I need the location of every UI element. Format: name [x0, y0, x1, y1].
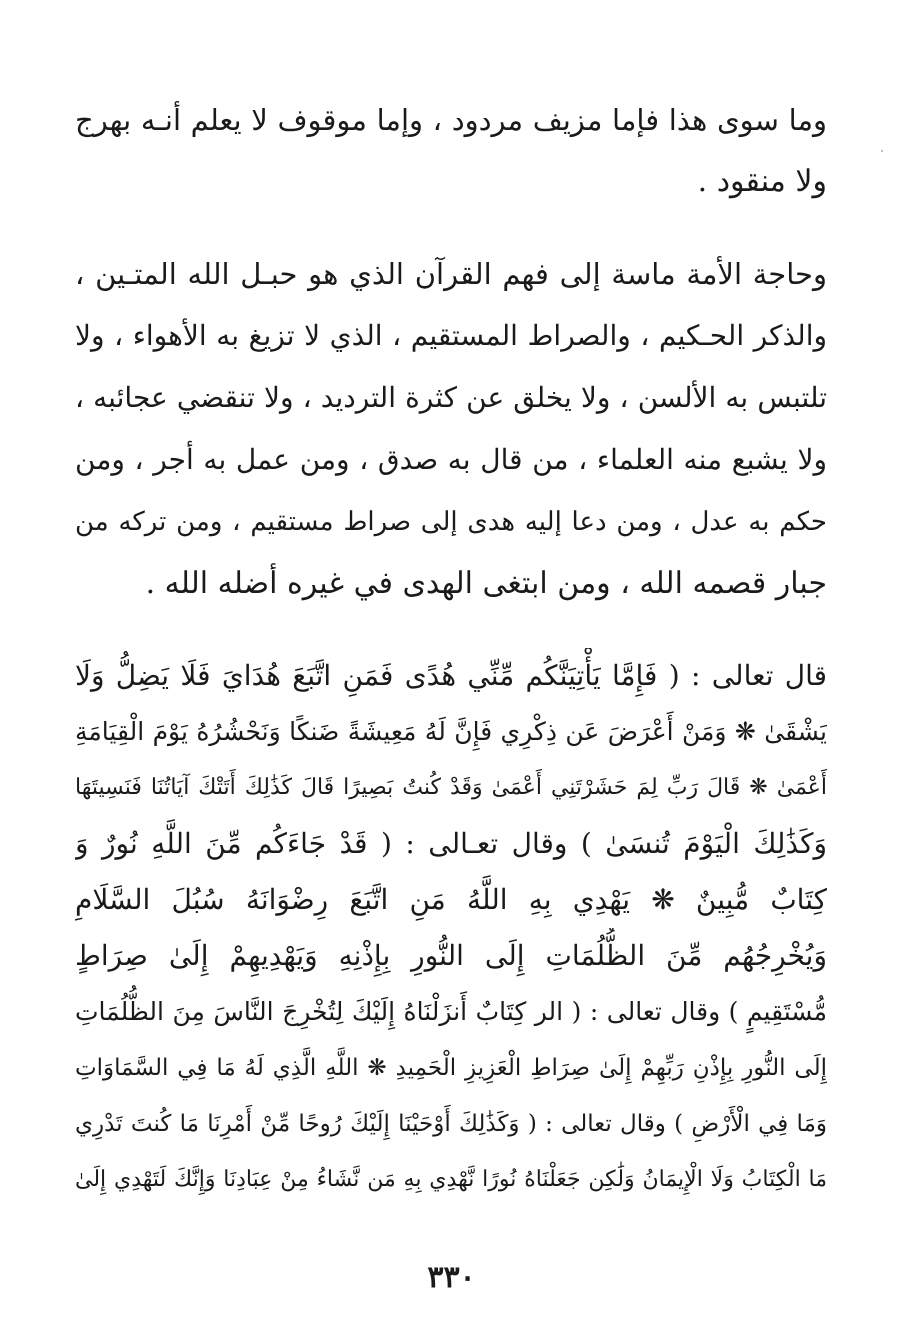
text-line: تلتبس به الألسن ، ولا يخلق عن كثرة الترديد ، ولا تنقضي عجائبه ،: [75, 381, 827, 414]
text-line: حكم به عدل ، ومن دعا إليه هدى إلى صراط مستقيم ، ومن تركه من: [75, 507, 827, 537]
text-line: والذكر الحـكيم ، والصراط المستقيم ، الذي لا تزيغ به الأهواء ، ولا: [75, 319, 827, 352]
verse-line: قال تعالى : ( فَإِمَّا يَأْتِيَنَّكُم مِّنِّي هُدًى فَمَنِ اتَّبَعَ هُدَايَ فَلَا يَضِلُّ وَلَا: [75, 659, 827, 692]
verse-line: إِلَى النُّورِ بِإِذْنِ رَبِّهِمْ إِلَىٰ صِرَاطِ الْعَزِيزِ الْحَمِيدِ ❋ اللَّهِ الَّذِي لَهُ مَا فِي السَّمَاوَاتِ: [75, 1055, 827, 1081]
verse-line: وَيُخْرِجُهُم مِّنَ الظُّلُمَاتِ إِلَى النُّورِ بِإِذْنِهِ وَيَهْدِيهِمْ إِلَىٰ صِرَاطٍ: [75, 939, 827, 972]
text-line: وما سوى هذا فإما مزيف مردود ، وإما موقوف لا يعلم أنـه بهرج: [75, 103, 827, 137]
verse-line: وَمَا فِي الْأَرْضِ ) وقال تعالى : ( وَكَذَٰلِكَ أَوْحَيْنَا إِلَيْكَ رُوحًا مِّنْ أَمْرِنَا مَا كُنتَ تَدْرِي: [75, 1111, 827, 1137]
verse-line: مَا الْكِتَابُ وَلَا الْإِيمَانُ وَلَٰكِن جَعَلْنَاهُ نُورًا نَّهْدِي بِهِ مَن نَّشَاءُ مِنْ عِبَادِنَا وَإِنَّكَ لَتَهْدِي إِلَىٰ: [75, 1167, 827, 1192]
page-number: ٣٣٠: [427, 1260, 476, 1295]
text-line: ولا يشبع منه العلماء ، من قال به صدق ، ومن عمل به أجر ، ومن: [75, 443, 827, 476]
text-line: وحاجة الأمة ماسة إلى فهم القرآن الذي هو حبـل الله المتـين ،: [75, 257, 827, 291]
verse-line: وَكَذَٰلِكَ الْيَوْمَ تُنسَىٰ ) وقال تعـالى : ( قَدْ جَاءَكُم مِّنَ اللَّهِ نُورٌ وَ: [75, 827, 827, 860]
text-line: ولا منقود .: [697, 164, 827, 199]
margin-dot: [881, 150, 883, 152]
verse-line: مُّسْتَقِيمٍ ) وقال تعالى : ( الر كِتَابٌ أَنزَلْنَاهُ إِلَيْكَ لِتُخْرِجَ النَّاسَ مِنَ الظُّلُمَاتِ: [75, 997, 827, 1026]
verse-line: يَشْقَىٰ ❋ وَمَنْ أَعْرَضَ عَن ذِكْرِي فَإِنَّ لَهُ مَعِيشَةً ضَنكًا وَنَحْشُرُهُ يَوْمَ الْقِيَامَةِ: [75, 717, 827, 746]
verse-line: أَعْمَىٰ ❋ قَالَ رَبِّ لِمَ حَشَرْتَنِي أَعْمَىٰ وَقَدْ كُنتُ بَصِيرًا قَالَ كَذَٰلِكَ أَتَتْكَ آيَاتُنَا فَنَسِيتَهَا: [75, 775, 827, 800]
text-line: جبار قصمه الله ، ومن ابتغى الهدى في غيره أضله الله .: [145, 566, 827, 601]
verse-line: كِتَابٌ مُّبِينٌ ❋ يَهْدِي بِهِ اللَّهُ مَنِ اتَّبَعَ رِضْوَانَهُ سُبُلَ السَّلَامِ: [75, 883, 827, 916]
